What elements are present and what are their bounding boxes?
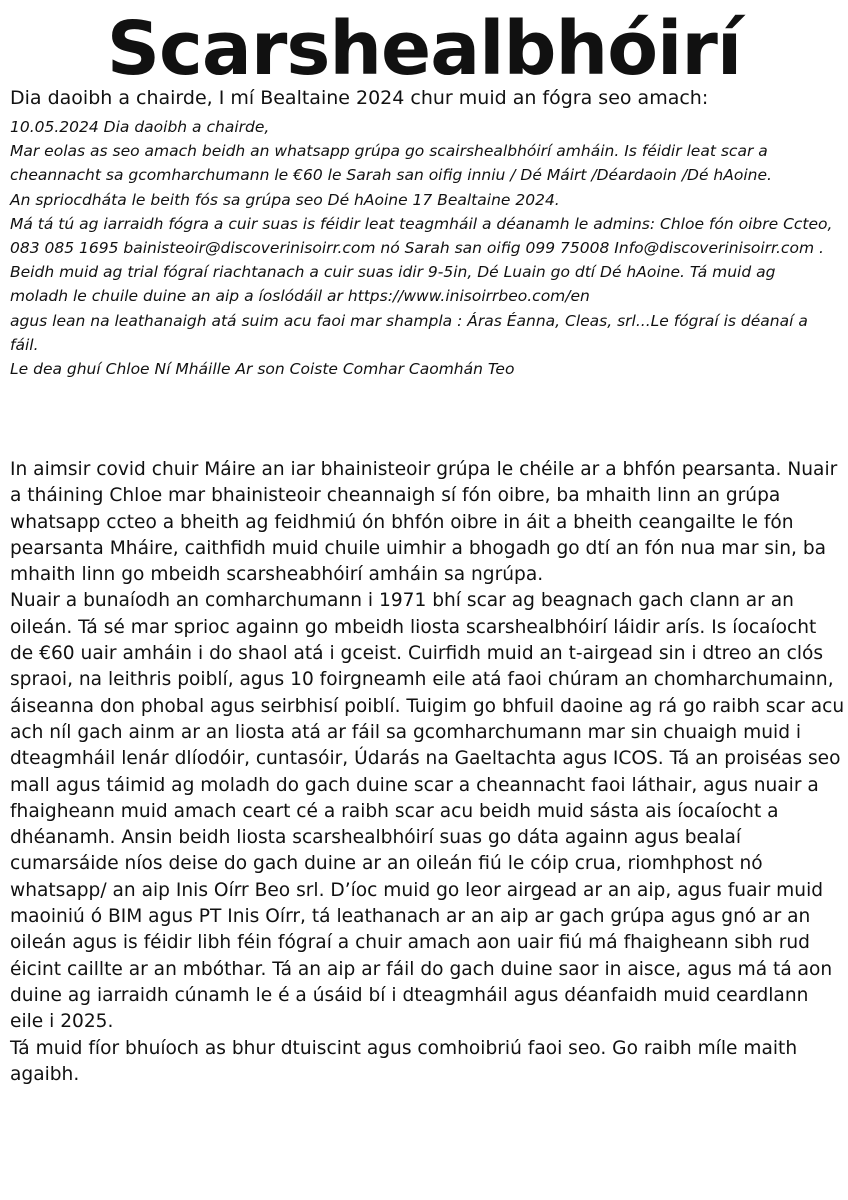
whatsapp-notice (10, 115, 835, 381)
notice-signature: Le dea ghuí Chloe Ní Mháille Ar son Coiste Comhar Caomhán Teo (10, 360, 515, 379)
body-paragraph: Tá muid fíor bhuíoch as bhur dtuiscint agus comhoibriú faoi seo. Go raibh míle maith agaibh. (10, 1037, 798, 1085)
notice-paragraph: Mar eolas as seo amach beidh an whatsapp grúpa go scairshealbhóirí amháin. Is féidir leat scar a cheannacht sa gcomharchumann le €60 le Sarah san oifig inniu / Dé Máirt /Déardaoin /Dé hAoine. (10, 142, 772, 185)
body-paragraph: In aimsir covid chuir Máire an iar bhainisteoir grúpa le chéile ar a bhfón pearsanta. Nuair a tháining Chloe mar bhainisteoir cheannaigh sí fón oibre, ba mhaith linn an grúpa whatsapp ccteo a bheith ag feidhmiú ón bhfón oibre in áit a bheith ceangailte le fón pearsanta Mháire, caithfidh muid chuile uimhir a bhogadh go dtí an fón nua mar sin, ba mhaith linn go mbeidh scarsheabhóirí amháin sa ngrúpa. (10, 459, 838, 586)
document-title: Scarshealbhóirí (106, 6, 742, 92)
notice-paragraph: agus lean na leathanaigh atá suim acu faoi mar shampla : Áras Éanna, Cleas, srl...Le fógraí is déanaí a fáil. (10, 311, 808, 354)
notice-paragraph: Má tá tú ag iarraidh fógra a cuir suas is féidir leat teagmháil a déanamh le admins: Chloe fón oibre Ccteo, 083 085 1695 bainisteoir@discoverinisoirr.com nó Sarah san oifig 099 75008 Info@discoverinisoirr.com . Beidh muid ag trial fógraí riachtanach a cuir suas idir 9-5in, Dé Luain go dtí Dé hAoine. Tá muid ag moladh le chuile duine an aip a íoslódáil ar https://www.inisoirrbeo.com/en (10, 214, 833, 306)
main-body (10, 457, 845, 1088)
notice-paragraph: 10.05.2024 Dia daoibh a chairde, (10, 118, 270, 136)
body-paragraph: Nuair a bunaíodh an comharchumann i 1971 bhí scar ag beagnach gach clann ar an oileán. Tá sé mar sprioc againn go mbeidh liosta scarshealbhóirí láidir arís. Is íocaíocht de €60 uair amháin i do shaol atá i gceist. Cuirfidh muid an t-airgead sin i dtreo an clós spraoi, na leithris poiblí, agus 10 foirgneamh eile atá faoi chúram an chomharchumainn, áiseanna don phobal agus seirbhisí poiblí. Tuigim go bhfuil daoine ag rá go raibh scar acu ach níl gach ainm ar an liosta atá ar fáil sa gcomharchumann mar sin chuaigh muid i dteagmháil lenár dlíodóir, cuntasóir, Údarás na Gaeltachta agus ICOS. Tá an proiséas seo mall agus táimid ag moladh do gach duine scar a cheannacht faoi láthair, agus nuair a fhaigheann muid amach ceart cé a raibh scar acu beidh muid sásta ais íocaíocht a dhéanamh. Ansin beidh liosta scarshealbhóirí suas go dáta againn agus bealaí cumarsáide níos deise do gach duine ar an oileán fiú le cóip crua, riomhphost nó whatsapp/ an aip Inis Oírr Beo srl. D’íoc muid go leor airgead ar an aip, agus fuair muid maoiniú ó BIM agus PT Inis Oírr, tá leathanach ar an aip ar gach grúpa agus gnó ar an oileán agus is féidir libh féin fógraí a chuir amach aon uair fiú má fhaigheann sibh rud éicint caillte ar an mbóthar. Tá an aip ar fáil do gach duine saor in aisce, agus má tá aon duine ag iarraidh cúnamh le é a úsáid bí i dteagmháil agus déanfaidh muid ceardlann eile i 2025. (10, 590, 845, 1033)
notice-paragraph: An spriocdháta le beith fós sa grúpa seo Dé hAoine 17 Bealtaine 2024. (10, 190, 560, 209)
intro-line: Dia daoibh a chairde, I mí Bealtaine 2024 chur muid an fógra seo amach: (10, 87, 709, 109)
